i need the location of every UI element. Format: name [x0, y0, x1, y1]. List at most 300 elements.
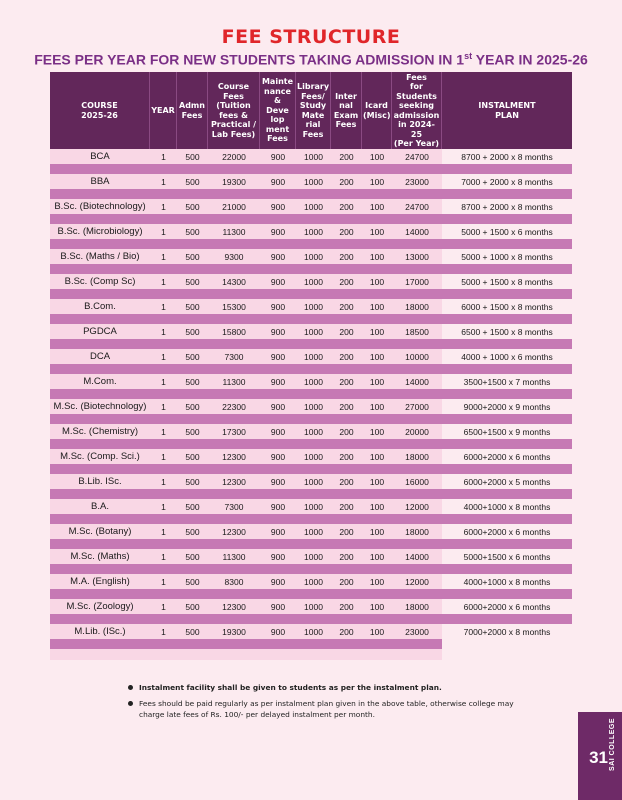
- col-header-year: YEAR: [150, 72, 177, 149]
- cell-instalment-plan: 6000+2000 x 6 months: [442, 599, 572, 614]
- cell-maintenance-fees: 900: [260, 349, 296, 364]
- cell-library-fees: 1000: [296, 174, 331, 189]
- separator-cell: [50, 639, 150, 649]
- separator-cell: [208, 639, 260, 649]
- cell-instalment-plan: 3500+1500 x 7 months: [442, 374, 572, 389]
- cell-library-fees: 1000: [296, 524, 331, 539]
- separator-cell: [177, 239, 208, 249]
- row-separator: [50, 464, 572, 474]
- table-row: [50, 499, 572, 514]
- table-row: [50, 224, 572, 239]
- cell-total-fees: 12000: [392, 574, 442, 589]
- separator-cell: [208, 314, 260, 324]
- separator-cell: [331, 214, 362, 224]
- cell-icard: 100: [362, 399, 392, 414]
- page-subtitle: [0, 51, 622, 68]
- cell-internal-exam-fees: 200: [331, 599, 362, 614]
- separator-cell: [392, 414, 442, 424]
- cell-internal-exam-fees: 200: [331, 624, 362, 639]
- cell-instalment-plan: 6500+1500 x 9 months: [442, 424, 572, 439]
- cell-year: 1: [150, 624, 177, 639]
- cell-maintenance-fees: 900: [260, 399, 296, 414]
- separator-cell: [177, 589, 208, 599]
- cell-course: B.Com.: [50, 299, 150, 314]
- cell-course-fees: 21000: [208, 199, 260, 214]
- footer-strip-cell: [208, 649, 260, 660]
- cell-total-fees: 20000: [392, 424, 442, 439]
- cell-admn-fees: 500: [177, 549, 208, 564]
- separator-cell: [331, 639, 362, 649]
- cell-total-fees: 18000: [392, 599, 442, 614]
- table-row: [50, 324, 572, 339]
- separator-cell: [208, 489, 260, 499]
- cell-course: M.Sc. (Comp. Sci.): [50, 449, 150, 464]
- separator-cell: [331, 464, 362, 474]
- separator-cell: [50, 189, 150, 199]
- footer-strip-cell: [442, 649, 572, 660]
- separator-cell: [296, 314, 331, 324]
- separator-cell: [296, 589, 331, 599]
- separator-cell: [362, 589, 392, 599]
- cell-year: 1: [150, 174, 177, 189]
- separator-cell: [150, 514, 177, 524]
- separator-cell: [442, 514, 572, 524]
- cell-admn-fees: 500: [177, 299, 208, 314]
- col-header-library-fees: Library Fees/ Study Mate rial Fees: [296, 72, 331, 149]
- separator-cell: [392, 589, 442, 599]
- row-separator: [50, 339, 572, 349]
- separator-cell: [362, 264, 392, 274]
- separator-cell: [260, 564, 296, 574]
- cell-icard: 100: [362, 299, 392, 314]
- cell-total-fees: 12000: [392, 499, 442, 514]
- separator-cell: [208, 514, 260, 524]
- cell-course: BBA: [50, 174, 150, 189]
- separator-cell: [442, 264, 572, 274]
- separator-cell: [150, 414, 177, 424]
- cell-admn-fees: 500: [177, 574, 208, 589]
- footer-strip-cell: [392, 649, 442, 660]
- notes-list: [128, 682, 528, 725]
- table-row: [50, 149, 572, 164]
- separator-cell: [331, 264, 362, 274]
- table-row: [50, 574, 572, 589]
- cell-course-fees: 22300: [208, 399, 260, 414]
- cell-course: B.Sc. (Maths / Bio): [50, 249, 150, 264]
- separator-cell: [150, 614, 177, 624]
- separator-cell: [260, 339, 296, 349]
- separator-cell: [50, 339, 150, 349]
- cell-course: M.Sc. (Zoology): [50, 599, 150, 614]
- separator-cell: [392, 339, 442, 349]
- table-row: [50, 374, 572, 389]
- row-separator: [50, 639, 572, 649]
- separator-cell: [392, 164, 442, 174]
- separator-cell: [331, 564, 362, 574]
- cell-library-fees: 1000: [296, 149, 331, 164]
- cell-course: PGDCA: [50, 324, 150, 339]
- separator-cell: [296, 614, 331, 624]
- table-row: [50, 349, 572, 364]
- separator-cell: [392, 514, 442, 524]
- separator-cell: [442, 339, 572, 349]
- row-separator: [50, 314, 572, 324]
- separator-cell: [362, 514, 392, 524]
- separator-cell: [260, 539, 296, 549]
- separator-cell: [50, 489, 150, 499]
- separator-cell: [392, 314, 442, 324]
- cell-library-fees: 1000: [296, 499, 331, 514]
- cell-instalment-plan: 6000+2000 x 6 months: [442, 524, 572, 539]
- separator-cell: [296, 539, 331, 549]
- separator-cell: [50, 164, 150, 174]
- separator-cell: [442, 489, 572, 499]
- separator-cell: [260, 464, 296, 474]
- cell-course: M.Sc. (Chemistry): [50, 424, 150, 439]
- cell-year: 1: [150, 349, 177, 364]
- cell-icard: 100: [362, 574, 392, 589]
- separator-cell: [331, 364, 362, 374]
- separator-cell: [392, 189, 442, 199]
- cell-library-fees: 1000: [296, 199, 331, 214]
- cell-internal-exam-fees: 200: [331, 474, 362, 489]
- row-separator: [50, 539, 572, 549]
- separator-cell: [331, 614, 362, 624]
- separator-cell: [331, 389, 362, 399]
- separator-cell: [50, 364, 150, 374]
- separator-cell: [296, 189, 331, 199]
- separator-cell: [392, 214, 442, 224]
- separator-cell: [260, 289, 296, 299]
- cell-total-fees: 14000: [392, 549, 442, 564]
- separator-cell: [362, 339, 392, 349]
- cell-admn-fees: 500: [177, 199, 208, 214]
- separator-cell: [260, 514, 296, 524]
- separator-cell: [442, 214, 572, 224]
- cell-admn-fees: 500: [177, 149, 208, 164]
- row-separator: [50, 264, 572, 274]
- cell-internal-exam-fees: 200: [331, 274, 362, 289]
- cell-icard: 100: [362, 224, 392, 239]
- separator-cell: [208, 214, 260, 224]
- separator-cell: [50, 414, 150, 424]
- cell-maintenance-fees: 900: [260, 249, 296, 264]
- separator-cell: [177, 464, 208, 474]
- cell-icard: 100: [362, 174, 392, 189]
- separator-cell: [177, 189, 208, 199]
- separator-cell: [208, 264, 260, 274]
- row-separator: [50, 614, 572, 624]
- col-header-course: COURSE 2025-26: [50, 72, 150, 149]
- footer-strip-cell: [50, 649, 150, 660]
- cell-library-fees: 1000: [296, 474, 331, 489]
- separator-cell: [208, 564, 260, 574]
- cell-library-fees: 1000: [296, 424, 331, 439]
- cell-course: B.Lib. ISc.: [50, 474, 150, 489]
- separator-cell: [362, 189, 392, 199]
- cell-internal-exam-fees: 200: [331, 424, 362, 439]
- separator-cell: [442, 389, 572, 399]
- separator-cell: [442, 289, 572, 299]
- separator-cell: [392, 614, 442, 624]
- cell-icard: 100: [362, 249, 392, 264]
- separator-cell: [177, 539, 208, 549]
- separator-cell: [260, 439, 296, 449]
- separator-cell: [362, 539, 392, 549]
- separator-cell: [177, 414, 208, 424]
- separator-cell: [50, 239, 150, 249]
- separator-cell: [177, 214, 208, 224]
- separator-cell: [296, 514, 331, 524]
- separator-cell: [296, 489, 331, 499]
- cell-year: 1: [150, 424, 177, 439]
- separator-cell: [331, 539, 362, 549]
- separator-cell: [208, 539, 260, 549]
- cell-admn-fees: 500: [177, 349, 208, 364]
- separator-cell: [260, 189, 296, 199]
- separator-cell: [208, 589, 260, 599]
- cell-total-fees: 10000: [392, 349, 442, 364]
- separator-cell: [177, 364, 208, 374]
- cell-course: M.Sc. (Biotechnology): [50, 399, 150, 414]
- cell-total-fees: 27000: [392, 399, 442, 414]
- cell-admn-fees: 500: [177, 449, 208, 464]
- footer-strip-cell: [177, 649, 208, 660]
- cell-library-fees: 1000: [296, 599, 331, 614]
- cell-maintenance-fees: 900: [260, 374, 296, 389]
- cell-maintenance-fees: 900: [260, 274, 296, 289]
- cell-admn-fees: 500: [177, 424, 208, 439]
- cell-library-fees: 1000: [296, 624, 331, 639]
- cell-icard: 100: [362, 474, 392, 489]
- cell-maintenance-fees: 900: [260, 324, 296, 339]
- separator-cell: [50, 514, 150, 524]
- cell-icard: 100: [362, 199, 392, 214]
- separator-cell: [177, 614, 208, 624]
- row-separator: [50, 364, 572, 374]
- table-row: [50, 549, 572, 564]
- separator-cell: [296, 364, 331, 374]
- cell-course-fees: 19300: [208, 174, 260, 189]
- cell-course-fees: 12300: [208, 449, 260, 464]
- separator-cell: [392, 539, 442, 549]
- cell-internal-exam-fees: 200: [331, 549, 362, 564]
- cell-maintenance-fees: 900: [260, 224, 296, 239]
- cell-year: 1: [150, 524, 177, 539]
- cell-icard: 100: [362, 374, 392, 389]
- cell-maintenance-fees: 900: [260, 424, 296, 439]
- separator-cell: [50, 314, 150, 324]
- cell-maintenance-fees: 900: [260, 449, 296, 464]
- cell-year: 1: [150, 599, 177, 614]
- row-separator: [50, 564, 572, 574]
- table-row: [50, 524, 572, 539]
- cell-internal-exam-fees: 200: [331, 224, 362, 239]
- separator-cell: [442, 189, 572, 199]
- separator-cell: [392, 289, 442, 299]
- separator-cell: [50, 289, 150, 299]
- separator-cell: [331, 164, 362, 174]
- cell-year: 1: [150, 274, 177, 289]
- separator-cell: [331, 314, 362, 324]
- table-row: [50, 299, 572, 314]
- separator-cell: [296, 389, 331, 399]
- cell-admn-fees: 500: [177, 499, 208, 514]
- cell-instalment-plan: 5000 + 1500 x 8 months: [442, 274, 572, 289]
- separator-cell: [362, 289, 392, 299]
- separator-cell: [260, 164, 296, 174]
- cell-internal-exam-fees: 200: [331, 349, 362, 364]
- note-item: Instalment facility shall be given to students as per the instalment plan.: [128, 682, 528, 693]
- separator-cell: [208, 364, 260, 374]
- cell-year: 1: [150, 324, 177, 339]
- cell-instalment-plan: 5000 + 1000 x 8 months: [442, 249, 572, 264]
- cell-admn-fees: 500: [177, 399, 208, 414]
- separator-cell: [260, 589, 296, 599]
- separator-cell: [50, 464, 150, 474]
- table-row: [50, 449, 572, 464]
- row-separator: [50, 589, 572, 599]
- cell-instalment-plan: 6000 + 1500 x 8 months: [442, 299, 572, 314]
- cell-total-fees: 23000: [392, 624, 442, 639]
- separator-cell: [442, 539, 572, 549]
- cell-icard: 100: [362, 424, 392, 439]
- cell-instalment-plan: 4000 + 1000 x 6 months: [442, 349, 572, 364]
- separator-cell: [150, 464, 177, 474]
- separator-cell: [150, 364, 177, 374]
- separator-cell: [150, 314, 177, 324]
- separator-cell: [177, 339, 208, 349]
- cell-library-fees: 1000: [296, 549, 331, 564]
- col-header-total-fees: Fees for Students seeking admission in 2024-25 (Per Year): [392, 72, 442, 149]
- cell-total-fees: 23000: [392, 174, 442, 189]
- cell-course: M.Sc. (Botany): [50, 524, 150, 539]
- separator-cell: [442, 614, 572, 624]
- separator-cell: [296, 339, 331, 349]
- separator-cell: [260, 264, 296, 274]
- separator-cell: [362, 389, 392, 399]
- cell-course-fees: 7300: [208, 499, 260, 514]
- separator-cell: [208, 164, 260, 174]
- separator-cell: [208, 339, 260, 349]
- cell-course-fees: 19300: [208, 624, 260, 639]
- cell-year: 1: [150, 149, 177, 164]
- cell-internal-exam-fees: 200: [331, 149, 362, 164]
- cell-total-fees: 14000: [392, 224, 442, 239]
- cell-admn-fees: 500: [177, 224, 208, 239]
- table-row: [50, 624, 572, 639]
- cell-admn-fees: 500: [177, 624, 208, 639]
- page-number: 31: [589, 748, 608, 767]
- note-item: Fees should be paid regularly as per instalment plan given in the above table, otherwise college may charge late fees of Rs. 100/- per delayed instalment per month.: [128, 698, 528, 720]
- row-separator: [50, 414, 572, 424]
- cell-internal-exam-fees: 200: [331, 199, 362, 214]
- cell-year: 1: [150, 224, 177, 239]
- footer-strip-cell: [296, 649, 331, 660]
- cell-instalment-plan: 5000+1500 x 6 months: [442, 549, 572, 564]
- separator-cell: [260, 614, 296, 624]
- cell-maintenance-fees: 900: [260, 549, 296, 564]
- cell-instalment-plan: 8700 + 2000 x 8 months: [442, 149, 572, 164]
- separator-cell: [150, 289, 177, 299]
- col-header-internal-exam-fees: Inter nal Exam Fees: [331, 72, 362, 149]
- cell-total-fees: 14000: [392, 374, 442, 389]
- row-separator: [50, 289, 572, 299]
- separator-cell: [177, 639, 208, 649]
- cell-internal-exam-fees: 200: [331, 399, 362, 414]
- fee-table-container: [50, 72, 572, 660]
- cell-instalment-plan: 9000+2000 x 9 months: [442, 399, 572, 414]
- cell-course: BCA: [50, 149, 150, 164]
- separator-cell: [392, 364, 442, 374]
- cell-year: 1: [150, 199, 177, 214]
- cell-maintenance-fees: 900: [260, 299, 296, 314]
- cell-instalment-plan: 7000+2000 x 8 months: [442, 624, 572, 639]
- separator-cell: [331, 189, 362, 199]
- fee-table-body: [50, 149, 572, 660]
- cell-icard: 100: [362, 524, 392, 539]
- cell-year: 1: [150, 399, 177, 414]
- separator-cell: [392, 464, 442, 474]
- footer-strip-cell: [362, 649, 392, 660]
- separator-cell: [260, 239, 296, 249]
- cell-total-fees: 18000: [392, 524, 442, 539]
- table-row: [50, 199, 572, 214]
- separator-cell: [331, 489, 362, 499]
- row-separator: [50, 189, 572, 199]
- cell-internal-exam-fees: 200: [331, 299, 362, 314]
- cell-maintenance-fees: 900: [260, 149, 296, 164]
- cell-instalment-plan: 4000+1000 x 8 months: [442, 499, 572, 514]
- table-row: [50, 474, 572, 489]
- table-footer-strip: [50, 649, 572, 660]
- cell-maintenance-fees: 900: [260, 474, 296, 489]
- separator-cell: [392, 239, 442, 249]
- cell-course-fees: 12300: [208, 474, 260, 489]
- table-row: [50, 399, 572, 414]
- cell-library-fees: 1000: [296, 374, 331, 389]
- separator-cell: [177, 564, 208, 574]
- cell-instalment-plan: 6000+2000 x 6 months: [442, 449, 572, 464]
- cell-instalment-plan: 7000 + 2000 x 8 months: [442, 174, 572, 189]
- separator-cell: [177, 164, 208, 174]
- cell-internal-exam-fees: 200: [331, 524, 362, 539]
- separator-cell: [296, 264, 331, 274]
- separator-cell: [331, 439, 362, 449]
- row-separator: [50, 514, 572, 524]
- cell-library-fees: 1000: [296, 349, 331, 364]
- footer-strip-cell: [260, 649, 296, 660]
- separator-cell: [208, 289, 260, 299]
- cell-course-fees: 15800: [208, 324, 260, 339]
- cell-course: DCA: [50, 349, 150, 364]
- separator-cell: [362, 414, 392, 424]
- cell-year: 1: [150, 449, 177, 464]
- cell-instalment-plan: 8700 + 2000 x 8 months: [442, 199, 572, 214]
- separator-cell: [331, 339, 362, 349]
- separator-cell: [442, 464, 572, 474]
- separator-cell: [150, 164, 177, 174]
- separator-cell: [442, 589, 572, 599]
- separator-cell: [362, 489, 392, 499]
- cell-icard: 100: [362, 549, 392, 564]
- cell-internal-exam-fees: 200: [331, 249, 362, 264]
- table-row: [50, 424, 572, 439]
- separator-cell: [50, 214, 150, 224]
- separator-cell: [442, 439, 572, 449]
- cell-admn-fees: 500: [177, 324, 208, 339]
- cell-total-fees: 18500: [392, 324, 442, 339]
